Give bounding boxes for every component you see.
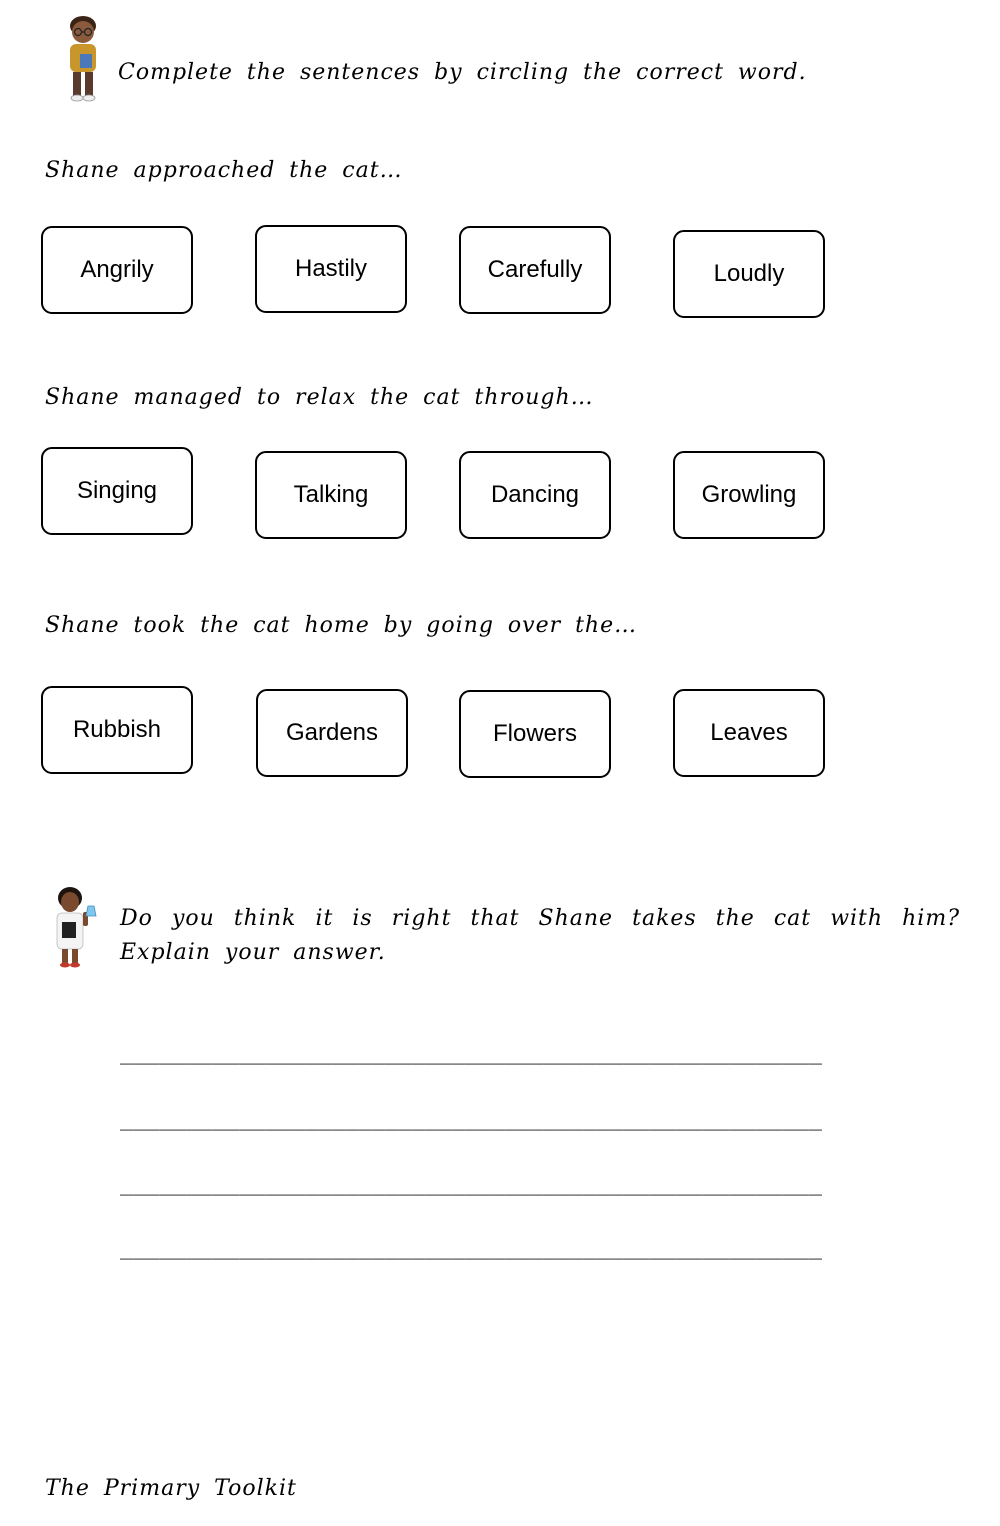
option-dancing[interactable]: Dancing [459, 451, 611, 539]
answer-line[interactable]: _____________________________________________________ [120, 1040, 822, 1065]
question-2-prompt: Shane managed to relax the cat through… [45, 385, 594, 410]
answer-line[interactable]: _____________________________________________________ [120, 1106, 822, 1131]
footer-brand: The Primary Toolkit [45, 1476, 297, 1501]
option-carefully[interactable]: Carefully [459, 226, 611, 314]
option-growling[interactable]: Growling [673, 451, 825, 539]
option-loudly[interactable]: Loudly [673, 230, 825, 318]
option-singing[interactable]: Singing [41, 447, 193, 535]
answer-line[interactable]: _____________________________________________________ [120, 1235, 822, 1260]
option-flowers[interactable]: Flowers [459, 690, 611, 778]
option-rubbish[interactable]: Rubbish [41, 686, 193, 774]
question-1-prompt: Shane approached the cat… [45, 158, 403, 183]
girl-scientist-icon [48, 886, 100, 970]
answer-line[interactable]: _____________________________________________________ [120, 1171, 822, 1196]
option-talking[interactable]: Talking [255, 451, 407, 539]
boy-with-book-icon [60, 14, 106, 104]
option-angrily[interactable]: Angrily [41, 226, 193, 314]
question-3-prompt: Shane took the cat home by going over the… [45, 613, 638, 638]
open-question-text: Do you think it is right that Shane takes the cat with him? Explain your answer. [120, 906, 960, 965]
option-gardens[interactable]: Gardens [256, 689, 408, 777]
instruction-text: Complete the sentences by circling the correct word. [118, 60, 807, 85]
option-leaves[interactable]: Leaves [673, 689, 825, 777]
option-hastily[interactable]: Hastily [255, 225, 407, 313]
